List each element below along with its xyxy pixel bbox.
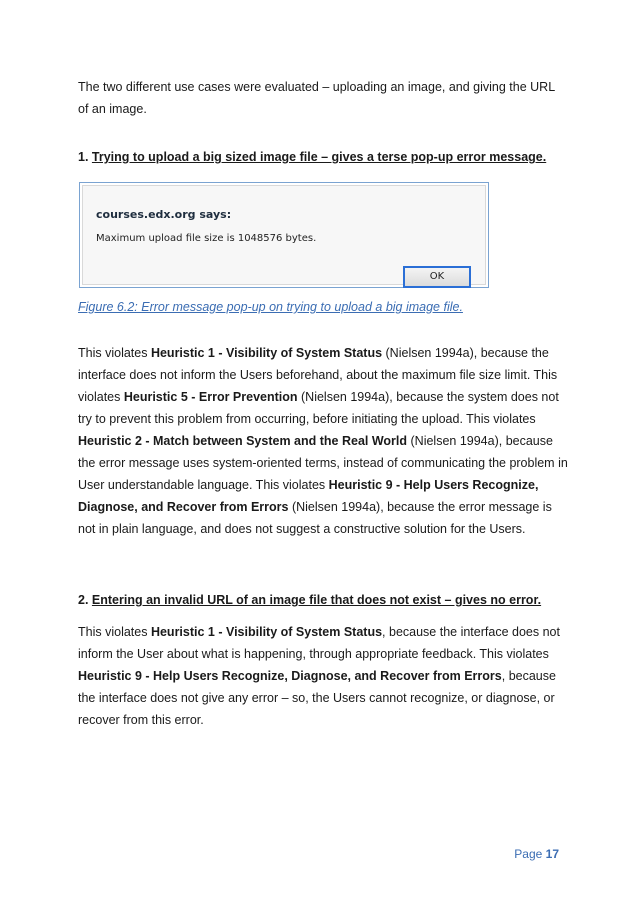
section-1-title: Trying to upload a big sized image file – gives a terse pop-up error message.	[91, 150, 547, 164]
para2-text-3: , because the interface does not give any error – so, the Users cannot recognize, or diagnose, or recover from this error.	[78, 669, 556, 727]
section-1-number: 1.	[78, 150, 89, 164]
figure-caption: Figure 6.2: Error message pop-up on trying to upload a big image file.	[78, 300, 463, 314]
intro-paragraph: The two different use cases were evaluated – uploading an image, and giving the URL of an image.	[78, 80, 555, 116]
ok-button[interactable]: OK	[403, 266, 471, 288]
heuristic-1-label: Heuristic 1 - Visibility of System Status	[150, 346, 383, 360]
heuristic-5-label: Heuristic 5 - Error Prevention	[123, 390, 298, 404]
section-2-heading	[78, 589, 578, 611]
dialog-title: courses.edx.org says:	[96, 208, 232, 221]
page-label: Page	[514, 847, 543, 861]
para1-text-2: (Nielsen 1994a), because the interface does not inform the Users beforehand, about the maximum file size limit. This violates	[78, 346, 558, 404]
para1-text-1: This violates	[78, 346, 151, 360]
heuristic-1-label-2: Heuristic 1 - Visibility of System Status	[150, 625, 383, 639]
paragraph-1	[78, 342, 568, 540]
error-dialog-screenshot	[79, 182, 489, 288]
dialog-body	[82, 185, 486, 285]
para1-text-5: (Nielsen 1994a), because the error message is not in plain language, and does not suggest a constructive solution for the Users.	[78, 500, 552, 536]
para2-text-1: This violates	[78, 625, 151, 639]
heuristic-2-label: Heuristic 2 - Match between System and the Real World	[78, 434, 408, 448]
heuristic-9-label: Heuristic 9 - Help Users Recognize, Diagnose, and Recover from Errors	[78, 478, 539, 514]
section-1-heading	[78, 146, 578, 168]
page-number	[514, 847, 559, 861]
page-number-value: 17	[545, 847, 559, 861]
section-2-title: Entering an invalid URL of an image file that does not exist – gives no error.	[91, 593, 542, 607]
dialog-message: Maximum upload file size is 1048576 bytes.	[96, 233, 317, 244]
para1-text-4: (Nielsen 1994a), because the error message uses system-oriented terms, instead of communicating the problem in User understandable language. This violates	[78, 434, 568, 492]
paragraph-2	[78, 621, 568, 731]
heuristic-9-label-2: Heuristic 9 - Help Users Recognize, Diagnose, and Recover from Errors	[78, 669, 502, 683]
para1-text-3: (Nielsen 1994a), because the system does not try to prevent this problem from occurring, before initiating the upload. This violates	[78, 390, 559, 426]
para2-text-2: , because the interface does not inform the User about what is happening, through appropriate feedback. This violates	[78, 625, 560, 661]
section-2-number: 2.	[78, 593, 89, 607]
